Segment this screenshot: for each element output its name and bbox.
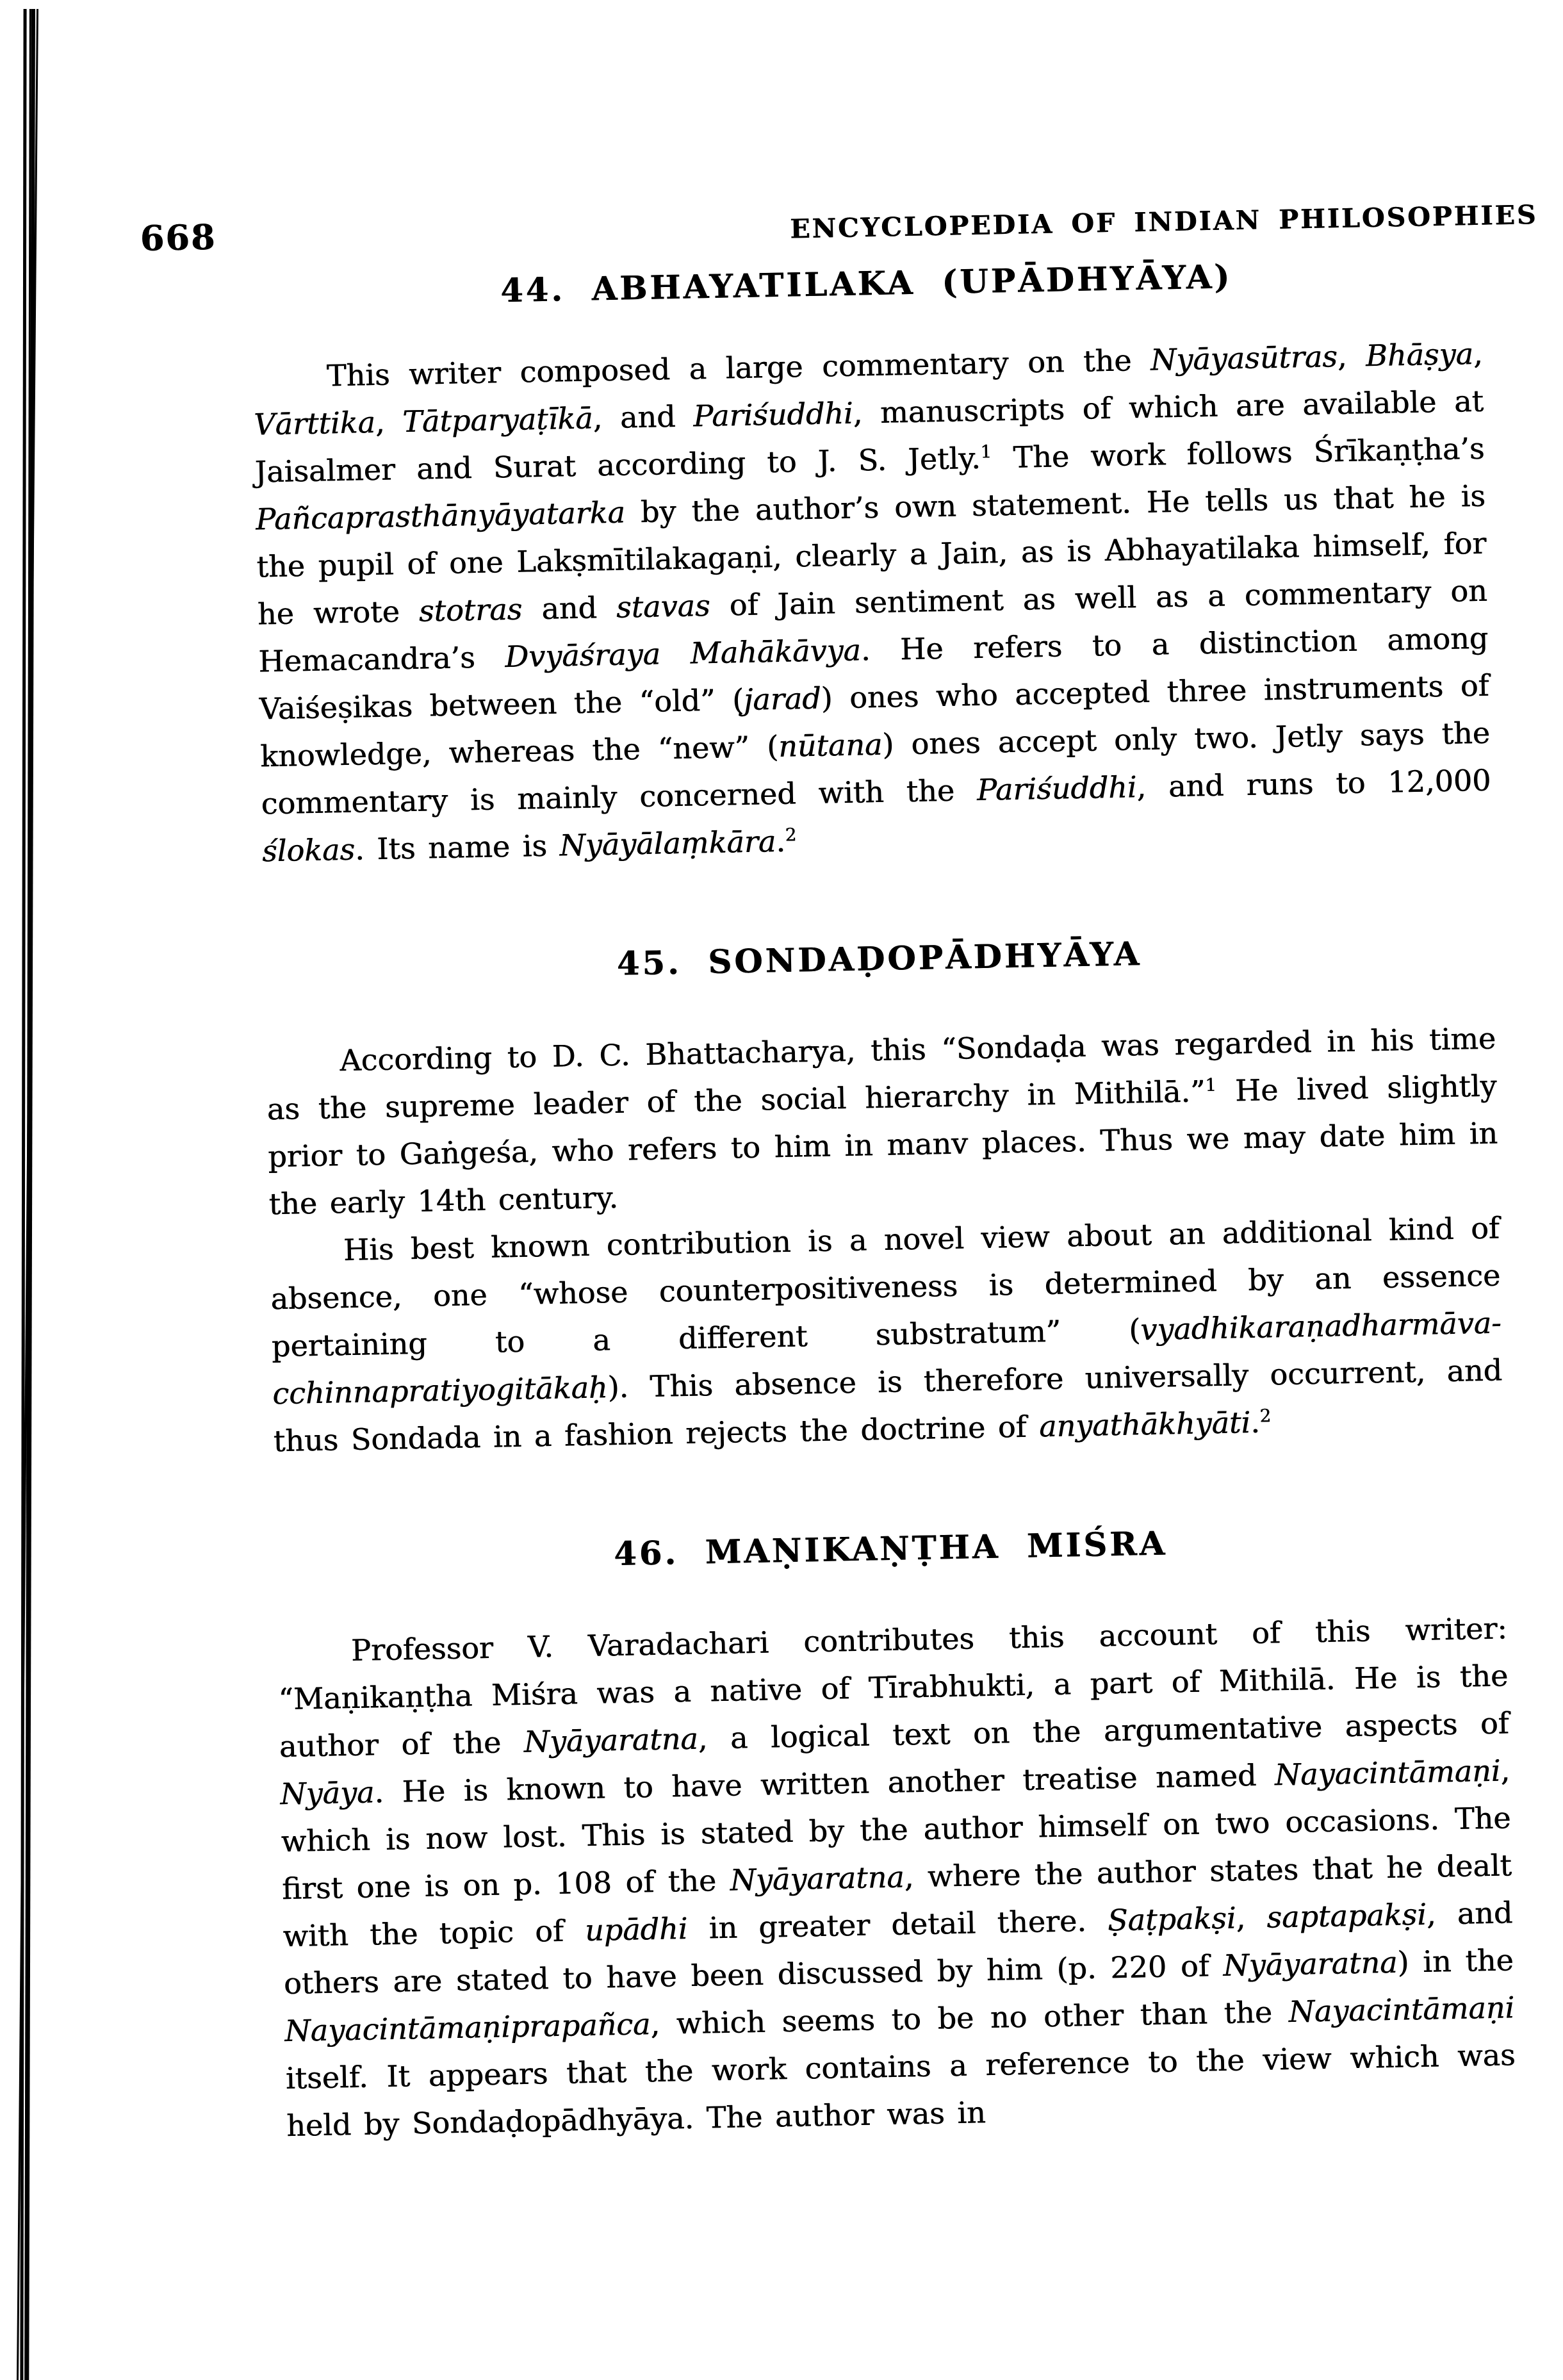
text-run: The work follows Śrīkaṇṭha’s (991, 431, 1485, 475)
text-run: Nyāya (279, 1775, 375, 1812)
footnote-marker: 2 (1259, 1405, 1272, 1427)
text-run: ) ones who accepted three instruments of knowledge, whereas the “new” ( (259, 668, 1489, 774)
text-run: Nayacintāmaṇi (1288, 1990, 1515, 2030)
section-heading: 46. MAṆIKAṆṬHA MIŚRA (613, 1524, 1168, 1574)
text-run: According to D. C. Bhattacharya, this “Sondaḍa was regarded in his time as the supreme leader of the social hierarchy in Mithilā.” (266, 1021, 1496, 1127)
section (251, 253, 1493, 875)
running-head: ENCYCLOPEDIA OF INDIAN PHILOSOPHIES (789, 199, 1538, 245)
text-run: Nyāyaratna (730, 1859, 905, 1898)
text-run: ). This absence is therefore universally occurrent, and thus Sondada in a fashion rejects the doctrine of (273, 1352, 1503, 1459)
section (275, 1518, 1517, 2149)
text-run: , (1473, 336, 1483, 372)
text-run: saptapakṣi (1266, 1896, 1427, 1935)
page-content (140, 191, 1563, 2151)
text-run: Bhāṣya (1365, 336, 1474, 373)
text-run: Nayacintāmaṇiprapañca (284, 2007, 651, 2049)
text-run: Nyāyasūtras (1150, 339, 1338, 377)
text-run: , and (593, 398, 694, 436)
text-run: . (775, 823, 786, 859)
text-run: itself. It appears that the work contains a reference to the view which was held by Sondaḍopādhyāya. The author was in (285, 2037, 1516, 2144)
paragraph (277, 1604, 1516, 2149)
footnote-marker: 1 (1204, 1074, 1217, 1096)
text-run: upādhi (584, 1911, 688, 1948)
text-run: . (1250, 1404, 1261, 1440)
text-run: , and runs to 12,000 (1136, 762, 1491, 805)
text-run: Tātparyaṭīkā (402, 400, 594, 439)
text-run: stotras (418, 591, 523, 628)
text-run: . Its name is (354, 828, 560, 867)
text-run: Pariśuddhi (692, 395, 854, 434)
text-run: , (1337, 338, 1366, 374)
text-run: , which seems to be no other than the (650, 1994, 1289, 2042)
text-run: Ṣaṭpakṣi (1107, 1900, 1236, 1938)
paragraph (266, 1015, 1499, 1228)
text-run: Nyāyaratna (1222, 1944, 1398, 1983)
text-run: nūtana (778, 726, 883, 764)
text-run: Professor V. Varadachari contributes this account of this writer: “Maṇikaṇṭha Miśra was a native of Tīrabhukti, a part of Mithilā. He is the author of the (277, 1611, 1509, 1764)
text-run: Nyāyālaṃkāra (559, 824, 776, 863)
text-run: , and others are stated to have been discussed by him (p. 220 of (283, 1895, 1513, 2001)
text-run: , where the author states that he dealt with the topic of (282, 1848, 1512, 1954)
text-run: This writer composed a large commentary on the (326, 342, 1151, 393)
text-run: Pariśuddhi (976, 769, 1137, 808)
page-number: 668 (140, 216, 217, 259)
sections (251, 253, 1517, 2149)
text-run: Nayacintāmaṇi (1274, 1753, 1501, 1793)
text-run: , (1235, 1900, 1267, 1935)
text-run: ) ones accept only two. Jetly says the commentary is mainly concerned with the (261, 715, 1491, 821)
text-run: . He is known to have written another treatise named (373, 1757, 1275, 1810)
text-run: and (521, 589, 617, 627)
text-run: ) in the (1396, 1942, 1514, 1980)
section-heading: 45. SONDAḌOPĀDHYĀYA (616, 935, 1142, 983)
section (264, 928, 1503, 1465)
section-heading: 44. ABHAYATILAKA (UPĀDHYĀYA) (500, 258, 1232, 311)
text-run: ślokas (261, 832, 356, 869)
text-run: , (375, 404, 403, 439)
paragraph (252, 330, 1492, 875)
text-run: anyathākhyāti (1038, 1405, 1251, 1444)
text-run: Nyāyaratna (523, 1721, 699, 1759)
text-run: in greater detail there. (687, 1903, 1108, 1946)
text-run: by the author’s own statement. He tells us that he is the pupil of one Lakṣmītilakagaṇi, clearly a Jain, as is Abhayatilaka himself, for he wrote (256, 478, 1487, 632)
text-run: Pañcaprasthānyāyatarka (255, 495, 626, 537)
text-run: of Jain sentiment as well as a commentary on Hemacandra’s (258, 573, 1488, 679)
text-run: stavas (616, 588, 710, 625)
paragraph (269, 1204, 1503, 1465)
text-run: . He refers to a distinction among Vaiśeṣikas between the “old” ( (259, 620, 1489, 726)
text-run: vyadhikaraṇadharmāva-cchinnapratiyogitākaḥ (272, 1305, 1502, 1411)
text-run: His best known contribution is a novel view about an additional kind of absence, one “whose counterpositiveness is determined by an essence pertaining to a different substratum” ( (270, 1210, 1501, 1364)
text-run: jarad (743, 680, 822, 718)
text-run: , which is now lost. This is stated by the author himself on two occasions. The first one is on p. 108 of the (281, 1753, 1511, 1907)
page-header (140, 191, 1538, 259)
text-run: Dvyāśraya Mahākāvya (504, 632, 862, 675)
text-run: , manuscripts of which are available at Jaisalmer and Surat according to J. S. Jetly. (254, 383, 1484, 489)
text-run: He lived slightly prior to Gaṅgeśa, who refers to him in manv places. Thus we may date him in the early 14th century. (267, 1068, 1498, 1222)
footnote-marker: 1 (980, 441, 992, 463)
footnote-marker: 2 (785, 824, 797, 846)
text-run: , a logical text on the argumentative aspects of (698, 1705, 1510, 1756)
text-run: Vārttika (253, 405, 376, 442)
